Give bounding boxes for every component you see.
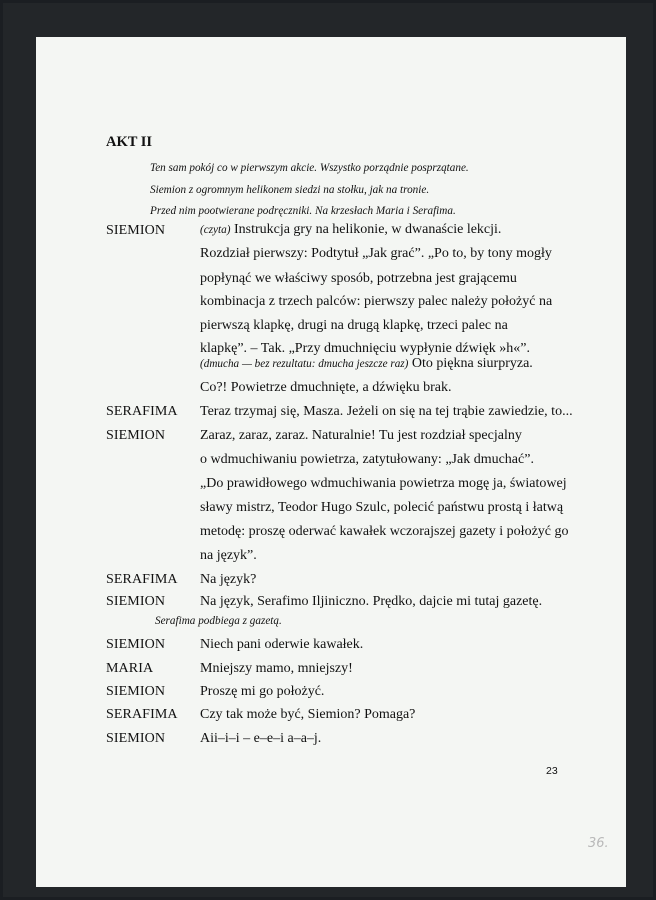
dialogue-line: Na język? <box>200 572 257 587</box>
dialogue-line <box>200 222 501 238</box>
dialogue-line: Proszę mi go położyć. <box>200 684 325 699</box>
handwritten-page-number: 36. <box>588 836 609 851</box>
dialogue-text: Instrukcja gry na helikonie, w dwanaście lekcji. <box>233 222 502 237</box>
speaker-serafima: SERAFIMA <box>106 572 178 587</box>
speaker-maria: MARIA <box>106 661 154 676</box>
dialogue-line: Rozdział pierwszy: Podtytuł „Jak grać”. „Po to, by tony mogły <box>200 246 552 261</box>
stage-direction-2: Siemion z ogromnym helikonem siedzi na stołku, jak na tronie. <box>150 184 430 196</box>
dialogue-line: o wdmuchiwaniu powietrza, zatytułowany: „Jak dmuchać”. <box>200 452 534 467</box>
inline-direction: (czyta) <box>200 224 231 236</box>
speaker-siemion: SIEMION <box>106 684 166 699</box>
dialogue-line: „Do prawidłowego wdmuchiwania powietrza mogę ja, światowej <box>200 476 567 491</box>
speaker-siemion: SIEMION <box>106 731 166 746</box>
dialogue-line: popłynąć we właściwy sposób, potrzebna jest grającemu <box>200 271 517 286</box>
speaker-serafima: SERAFIMA <box>106 404 178 419</box>
inline-direction: (dmucha — bez rezultatu: dmucha jeszcze raz) <box>200 358 409 370</box>
dialogue-line: pierwszą klapkę, drugi na drugą klapkę, trzeci palec na <box>200 318 508 333</box>
act-title: AKT II <box>106 134 153 150</box>
speaker-siemion: SIEMION <box>106 428 166 443</box>
dialogue-line: na język”. <box>200 548 257 563</box>
dialogue-line: Teraz trzymaj się, Masza. Jeżeli on się na tej trąbie zawiedzie, to... <box>200 404 573 419</box>
dialogue-line: Na język, Serafimo Iljiniczno. Prędko, dajcie mi tutaj gazetę. <box>200 594 543 609</box>
stage-direction-3: Przed nim pootwierane podręczniki. Na krzesłach Maria i Serafima. <box>150 205 456 217</box>
dialogue-line: sławy mistrz, Teodor Hugo Szulc, polecić państwu prostą i łatwą <box>200 500 564 515</box>
dialogue-text: Oto piękna siurpryza. <box>411 356 533 371</box>
dialogue-line: Zaraz, zaraz, zaraz. Naturalnie! Tu jest rozdział specjalny <box>200 428 522 443</box>
dialogue-line <box>200 356 533 372</box>
dialogue-line: Niech pani oderwie kawałek. <box>200 637 364 652</box>
speaker-siemion: SIEMION <box>106 637 166 652</box>
speaker-serafima: SERAFIMA <box>106 707 178 722</box>
dialogue-line: klapkę”. – Tak. „Przy dmuchnięciu wypłynie dźwięk »h«”. <box>200 341 530 356</box>
dialogue-line: metodę: proszę oderwać kawałek wczorajszej gazety i położyć go <box>200 524 569 539</box>
dialogue-line: Aii–i–i – e–e–i a–a–j. <box>200 731 322 746</box>
speaker-siemion: SIEMION <box>106 223 166 238</box>
dialogue-line: Czy tak może być, Siemion? Pomaga? <box>200 707 416 722</box>
stage-direction-inline: Serafima podbiega z gazetą. <box>155 615 282 627</box>
dialogue-line: Co?! Powietrze dmuchnięte, a dźwięku brak. <box>200 380 452 395</box>
speaker-siemion: SIEMION <box>106 594 166 609</box>
dialogue-line: kombinacja z trzech palców: pierwszy palec należy położyć na <box>200 294 553 309</box>
page-number: 23 <box>546 765 558 777</box>
dialogue-line: Mniejszy mamo, mniejszy! <box>200 661 353 676</box>
stage-direction-1: Ten sam pokój co w pierwszym akcie. Wszystko porządnie posprzątane. <box>150 162 469 174</box>
